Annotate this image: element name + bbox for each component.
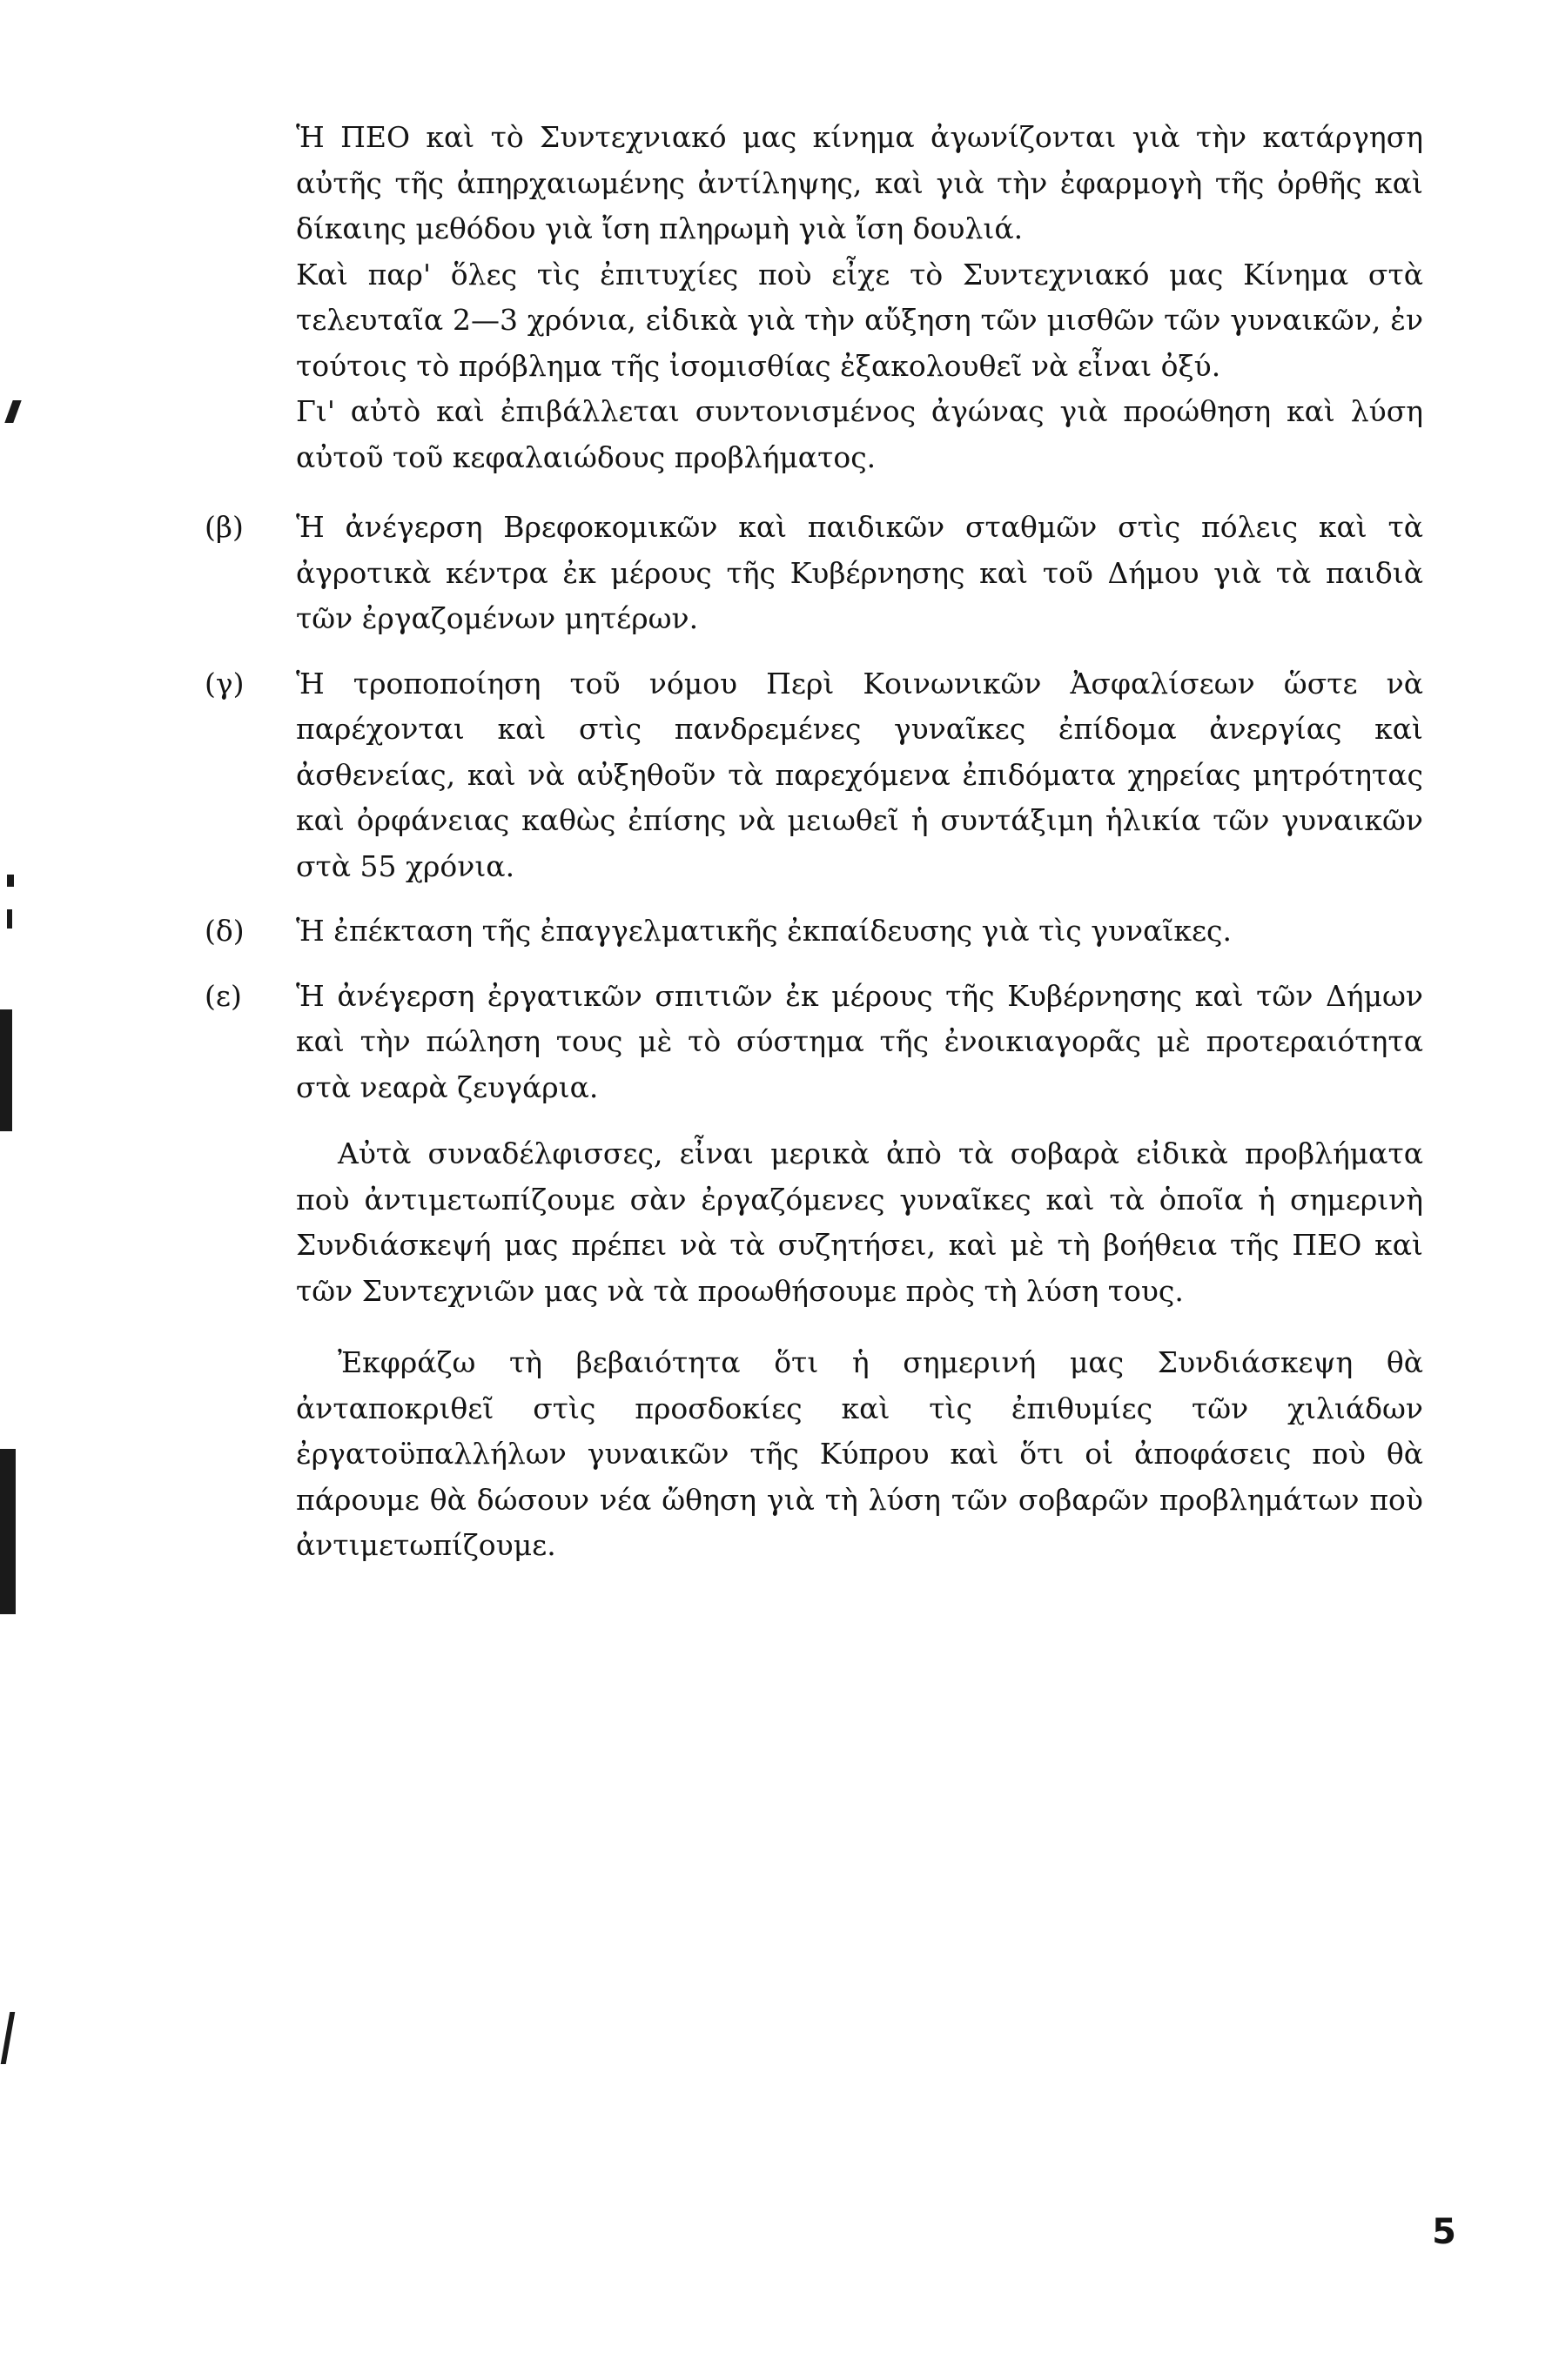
list-item-text: Ἡ ἀνέγερση Βρεφοκομικῶν καὶ παιδικῶν σταθμῶν στὶς πόλεις καὶ τὰ ἀγροτικὰ κέντρα ἐκ μέρους τῆς Κυβέρνησης καὶ τοῦ Δήμου γιὰ τὰ παιδιὰ τῶν ἐργαζομένων μητέρων. bbox=[296, 510, 1423, 635]
list-marker: (β) bbox=[205, 510, 244, 544]
list-item bbox=[205, 974, 1423, 1111]
scan-artefact-mark bbox=[4, 400, 21, 423]
list-marker: (ε) bbox=[205, 978, 242, 1013]
scan-artefact-mark bbox=[0, 1009, 12, 1131]
intro-paragraph: Ἡ ΠΕΟ καὶ τὸ Συντεχνιακό μας κίνημα ἀγωνίζονται γιὰ τὴν κατάργηση αὐτῆς τῆς ἀπηρχαιωμένης ἀντίληψης, καὶ γιὰ τὴν ἐφαρμογὴ τῆς ὀρθῆς καὶ δίκαιης μεθόδου γιὰ ἴση πληρωμὴ γιὰ ἴση δουλιά. bbox=[296, 120, 1423, 245]
list-item bbox=[205, 908, 1423, 955]
list-marker: (δ) bbox=[205, 914, 245, 948]
main-text bbox=[205, 115, 1423, 1569]
list-item bbox=[205, 505, 1423, 642]
intro-paragraph: Καὶ παρ' ὅλες τὶς ἐπιτυχίες ποὺ εἶχε τὸ Συντεχνιακό μας Κίνημα στὰ τελευταῖα 2—3 χρόνια, εἰδικὰ γιὰ τὴν αὔξηση τῶν μισθῶν τῶν γυναικῶν, ἐν τούτοις τὸ πρόβλημα τῆς ἰσομισθίας ἐξακολουθεῖ νὰ εἶναι ὀξύ. bbox=[296, 257, 1423, 383]
page-number: 5 bbox=[1432, 2212, 1456, 2252]
closing-paragraph: Αὐτὰ συναδέλφισσες, εἶναι μερικὰ ἀπὸ τὰ σοβαρὰ εἰδικὰ προβλήματα ποὺ ἀντιμετωπίζουμε σὰν ἐργαζόμενες γυναῖκες καὶ τὰ ὁποῖα ἡ σημερινὴ Συνδιάσκεψή μας πρέπει νὰ τὰ συζητήσει, καὶ μὲ τὴ βοήθεια τῆς ΠΕΟ καὶ τῶν Συντεχνιῶν μας νὰ τὰ προωθήσουμε πρὸς τὴ λύση τους. bbox=[296, 1136, 1423, 1308]
intro-paragraph: Γι' αὐτὸ καὶ ἐπιβάλλεται συντονισμένος ἀγώνας γιὰ προώθηση καὶ λύση αὐτοῦ τοῦ κεφαλαιώδους προβλήματος. bbox=[296, 394, 1423, 474]
list-item-text: Ἡ ἐπέκταση τῆς ἐπαγγελματικῆς ἐκπαίδευσης γιὰ τὶς γυναῖκες. bbox=[296, 914, 1233, 948]
list-item-text: Ἡ τροποποίηση τοῦ νόμου Περὶ Κοινωνικῶν Ἀσφαλίσεων ὥστε νὰ παρέχονται καὶ στὶς πανδρεμένες γυναῖκες ἐπίδομα ἀνεργίας καὶ ἀσθενείας, καὶ νὰ αὐξηθοῦν τὰ παρεχόμενα ἐπιδόματα χηρείας μητρότητας καὶ ὀρφάνειας καθὼς ἐπίσης νὰ μειωθεῖ ἡ συντάξιμη ἡλικία τῶν γυναικῶν στὰ 55 χρόνια. bbox=[296, 666, 1423, 883]
scan-artefact-mark bbox=[7, 875, 14, 887]
list-item bbox=[205, 661, 1423, 890]
list-marker: (γ) bbox=[205, 666, 245, 701]
scan-artefact-mark bbox=[7, 909, 12, 929]
list-item-text: Ἡ ἀνέγερση ἐργατικῶν σπιτιῶν ἐκ μέρους τῆς Κυβέρνησης καὶ τῶν Δήμων καὶ τὴν πώληση τους μὲ τὸ σύστημα τῆς ἐνοικιαγορᾶς μὲ προτεραιότητα στὰ νεαρὰ ζευγάρια. bbox=[296, 978, 1423, 1104]
scan-artefact-mark bbox=[1, 2012, 16, 2064]
closing-paragraph: Ἐκφράζω τὴ βεβαιότητα ὅτι ἡ σημερινή μας Συνδιάσκεψη θὰ ἀνταποκριθεῖ στὶς προσδοκίες καὶ τὶς ἐπιθυμίες τῶν χιλιάδων ἐργατοϋπαλλήλων γυναικῶν τῆς Κύπρου καὶ ὅτι οἱ ἀποφάσεις ποὺ θὰ πάρουμε θὰ δώσουν νέα ὤθηση γιὰ τὴ λύση τῶν σοβαρῶν προβλημάτων ποὺ ἀντιμετωπίζουμε. bbox=[296, 1345, 1423, 1562]
scan-artefact-mark bbox=[0, 1449, 16, 1614]
